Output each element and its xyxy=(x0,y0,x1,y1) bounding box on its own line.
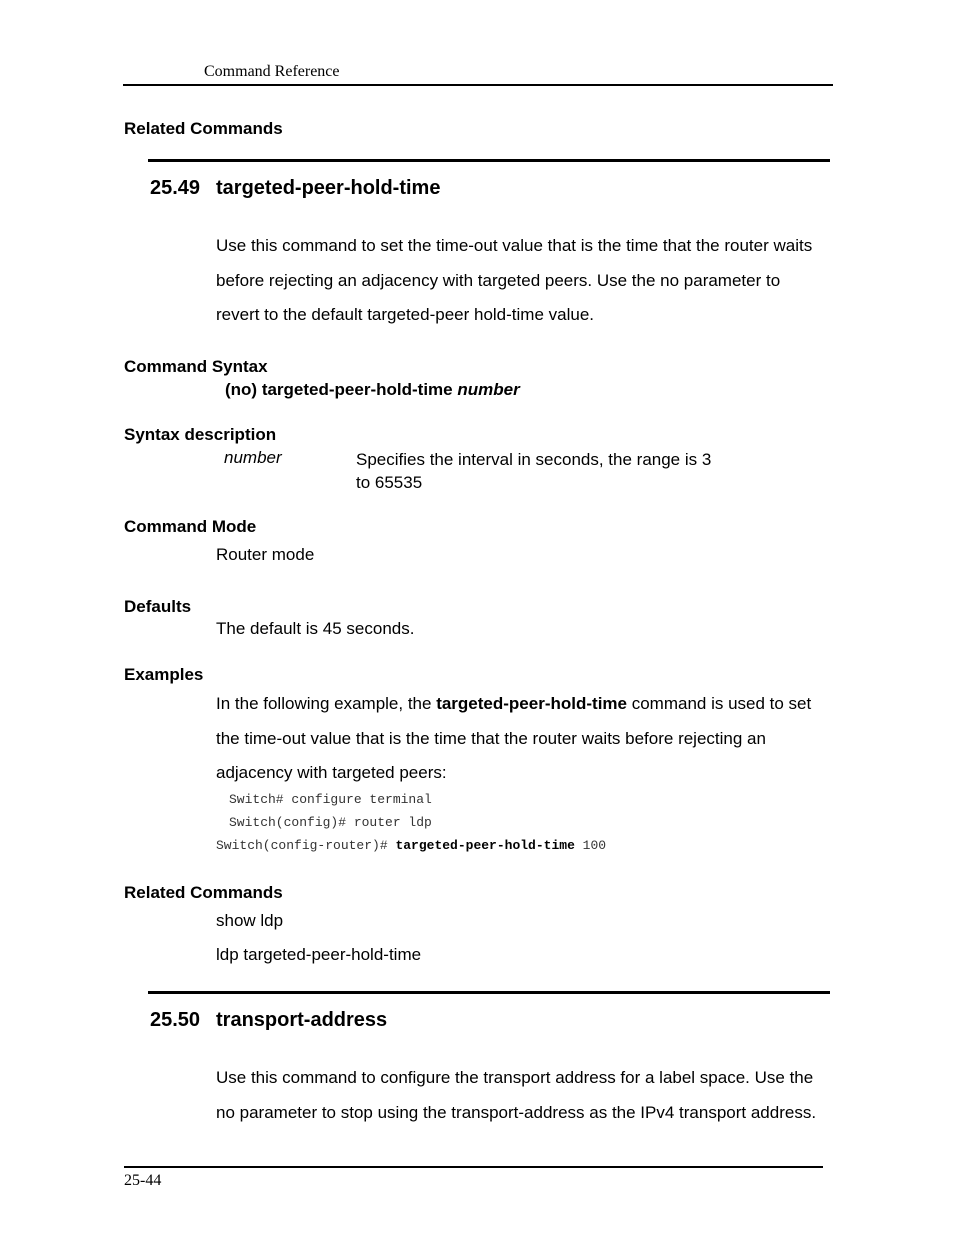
section-49-intro xyxy=(216,229,812,333)
header-rule xyxy=(123,84,833,86)
syntax-description-heading: Syntax description xyxy=(124,425,277,444)
example-text: In the following example, the xyxy=(216,694,437,713)
command-syntax-heading: Command Syntax xyxy=(124,357,268,376)
defaults-value: The default is 45 seconds. xyxy=(216,619,415,638)
intro-line: revert to the default targeted-peer hold-time value. xyxy=(216,305,594,324)
related-commands-heading: Related Commands xyxy=(124,883,283,902)
section-50-title xyxy=(150,1009,387,1032)
section-49-rule xyxy=(148,159,830,162)
page-number: 25-44 xyxy=(124,1172,162,1189)
examples-text xyxy=(216,687,811,791)
syntax-param-name: number xyxy=(224,448,282,467)
section-49-number: 25.49 xyxy=(150,177,201,199)
syntax-param-description xyxy=(356,448,711,494)
command-mode-heading: Command Mode xyxy=(124,517,257,536)
code-prompt: Switch(config-router)# xyxy=(216,838,396,853)
top-related-commands-heading: Related Commands xyxy=(124,119,283,138)
code-line-3 xyxy=(216,838,606,853)
code-line-1: Switch# configure terminal xyxy=(229,792,432,807)
section-50-number: 25.50 xyxy=(150,1009,201,1031)
intro-line: before rejecting an adjacency with targeted peers. Use the no parameter to xyxy=(216,270,781,290)
section-49-title xyxy=(150,177,440,200)
example-line: adjacency with targeted peers: xyxy=(216,763,447,782)
code-command: targeted-peer-hold-time xyxy=(395,838,575,853)
example-command-bold: targeted-peer-hold-time xyxy=(436,694,627,713)
command-syntax xyxy=(225,380,520,400)
section-50-title-text: transport-address xyxy=(216,1009,388,1031)
code-line-2: Switch(config)# router ldp xyxy=(229,815,432,830)
intro-line: Use this command to set the time-out value that is the time that the router waits xyxy=(216,236,813,255)
command-mode-value: Router mode xyxy=(216,545,315,564)
footer-rule xyxy=(124,1166,823,1168)
section-49-title-text: targeted-peer-hold-time xyxy=(216,177,441,199)
section-50-intro xyxy=(216,1061,816,1130)
syntax-param: number xyxy=(457,380,520,399)
intro-line: Use this command to configure the transport address for a label space. Use the xyxy=(216,1068,814,1087)
related-command-item: show ldp xyxy=(216,911,284,930)
section-50-rule xyxy=(148,991,830,994)
example-text: command is used to set xyxy=(626,694,812,713)
intro-line: no parameter to stop using the transport-address as the IPv4 transport address. xyxy=(216,1102,817,1122)
examples-heading: Examples xyxy=(124,665,204,684)
param-desc-line: Specifies the interval in seconds, the range is 3 xyxy=(356,450,712,469)
example-line: the time-out value that is the time that the router waits before rejecting an xyxy=(216,728,766,748)
param-desc-line: to 65535 xyxy=(356,473,423,492)
code-argument: 100 xyxy=(574,838,607,853)
related-command-item: ldp targeted-peer-hold-time xyxy=(216,945,422,964)
running-header: Command Reference xyxy=(204,63,340,80)
defaults-heading: Defaults xyxy=(124,597,192,616)
syntax-command: (no) targeted-peer-hold-time xyxy=(225,380,458,399)
example-line xyxy=(216,687,811,722)
